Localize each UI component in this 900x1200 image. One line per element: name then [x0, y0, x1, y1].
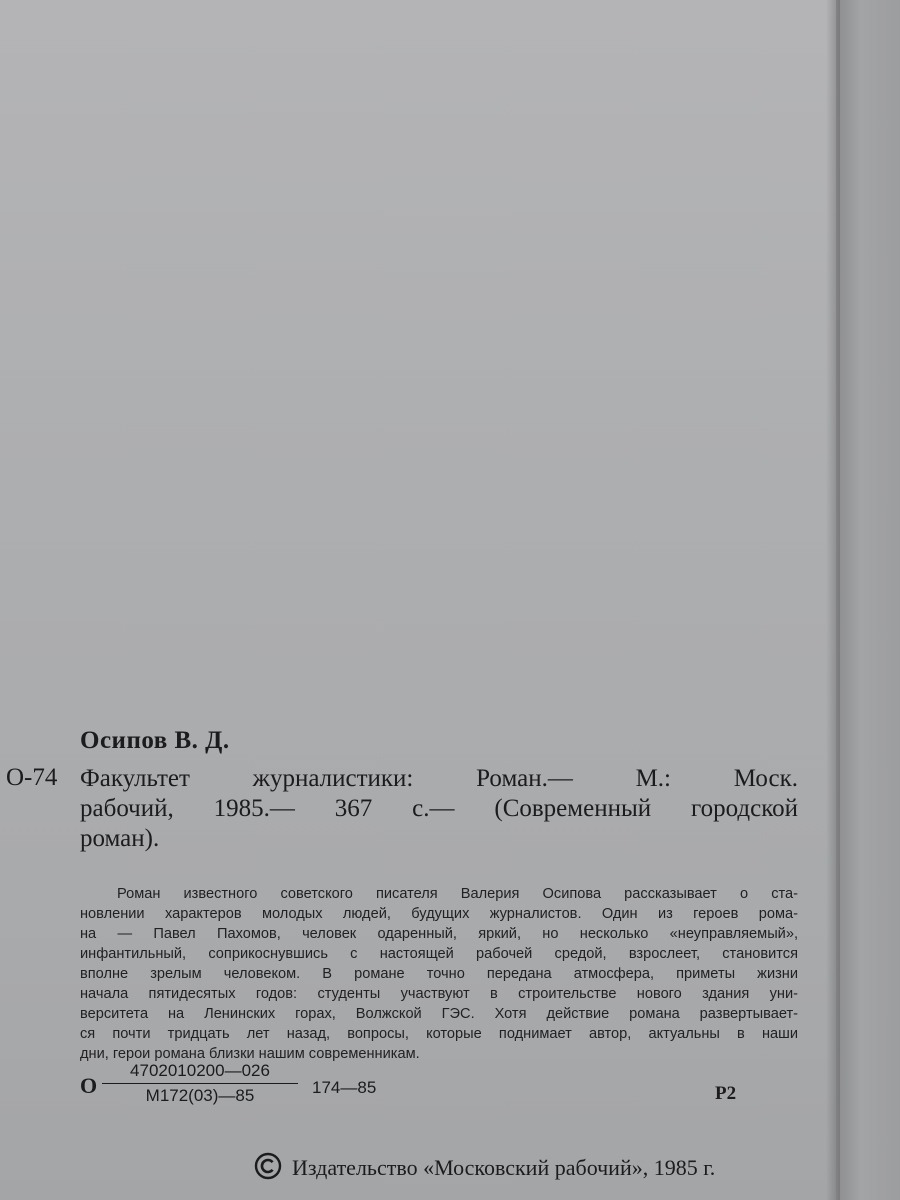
code-number: 174—85 — [312, 1078, 377, 1097]
title-line: Факультет журналистики: Роман.— М.: Моск. — [80, 765, 798, 792]
code-prefix: О — [80, 1073, 98, 1098]
copyright-icon — [254, 1152, 282, 1180]
annotation-line: верситета на Ленинских горах, Волжской ГЭС. Хотя действие романа развертывает- — [80, 1006, 798, 1022]
classification-code: О-74 — [6, 764, 58, 791]
code-r: Р2 — [715, 1083, 737, 1104]
title-line: роман). — [80, 825, 160, 852]
page-edge-shadow — [826, 0, 840, 1200]
annotation-line: инфантильный, соприкоснувшись с настоящей рабочей средой, взрослеет, становится — [80, 946, 798, 962]
annotation-line: ся почти тридцать лет назад, вопросы, которые поднимает автор, актуальны в наши — [80, 1026, 798, 1042]
annotation-line: Роман известного советского писателя Валерия Осипова рассказывает о ста- — [117, 886, 798, 902]
annotation-line: на — Павел Пахомов, человек одаренный, яркий, но несколько «неуправляемый», — [80, 926, 798, 942]
code-fraction — [102, 1061, 298, 1106]
title-line: рабочий, 1985.— 367 с.— (Современный городской — [80, 795, 798, 822]
annotation-line: дни, герои романа близки нашим современникам. — [80, 1046, 420, 1062]
copyright-line — [254, 1152, 715, 1181]
adjacent-page — [840, 0, 900, 1200]
code-numerator: 4702010200—026 — [102, 1061, 298, 1084]
code-denominator: М172(03)—85 — [145, 1086, 255, 1105]
annotation-line: начала пятидесятых годов: студенты участвуют в строительстве нового здания уни- — [80, 986, 798, 1002]
author-name: Осипов В. Д. — [80, 727, 230, 754]
annotation-line: новлении характеров молодых людей, будущих журналистов. Один из героев рома- — [80, 906, 798, 922]
copyright-text: Издательство «Московский рабочий», 1985 г. — [292, 1155, 716, 1180]
bibliographic-title — [80, 764, 798, 854]
annotation — [80, 884, 798, 1064]
annotation-line: вполне зрелым человеком. В романе точно передана атмосфера, приметы жизни — [80, 966, 798, 982]
